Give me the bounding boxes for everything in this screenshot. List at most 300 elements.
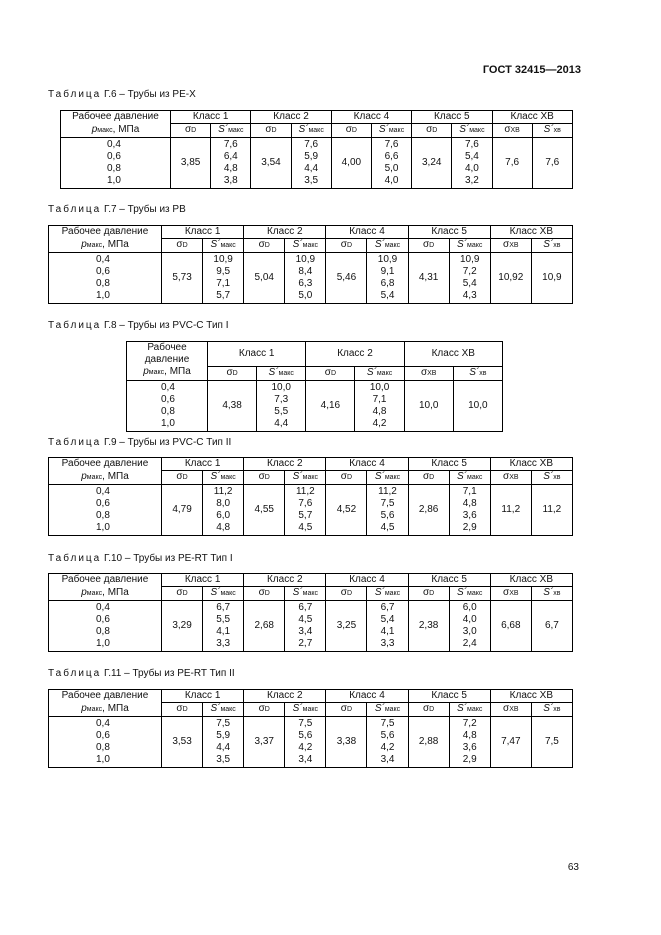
s-symbol: S´ [457,587,468,598]
header-row [127,342,503,367]
sigma-subscript: D [264,474,270,481]
s-value: 3,2 [464,175,479,186]
pressure-header-label: Рабочее давление [61,690,149,702]
pressure-value: 0,6 [96,498,110,509]
s-value: 6,0 [216,510,231,521]
pressure-value: 0,4 [96,486,110,497]
s-value: 7,6 [223,139,238,150]
s-header [449,471,490,485]
sigma-subscript: D [429,590,435,597]
pressure-value: 1,0 [96,638,110,649]
pressure-header [49,458,162,471]
s-symbol: S´ [457,239,468,250]
sigma-value-cell [326,717,367,768]
sigma-subscript: D [346,706,353,713]
s-symbol: S´ [469,366,480,378]
s-value: 7,5 [298,718,313,729]
pressure-value: 1,0 [96,522,110,533]
s-value: 6,3 [298,278,313,289]
s-value: 7,1 [216,278,231,289]
s-symbol: S´ [218,124,229,135]
s-value: 4,8 [372,405,387,417]
sigma-value-cell [244,601,285,652]
sigma-subscript: XB [510,127,520,134]
sigma-symbol: σ [258,703,265,714]
s-value: 4,8 [462,498,477,509]
table-caption [48,320,229,331]
pressure-unit-header [49,471,162,485]
table-caption [48,89,196,100]
s-value: 7,2 [462,718,477,729]
s-symbol: S´ [292,239,303,250]
data-table [60,110,573,189]
s-value: 7,1 [462,486,477,497]
sigma-header [490,703,531,717]
s-value: 10,0 [271,381,291,393]
pressure-unit: , МПа [102,470,129,482]
s-symbol: S´ [292,587,303,598]
class-name: Класс 2 [267,574,303,585]
sigma-value: 3,54 [261,157,281,168]
s-value: 3,4 [298,754,313,765]
sigma-symbol: σ [420,366,428,378]
s-value: 7,3 [274,393,289,405]
pressure-value: 0,8 [96,742,110,753]
s-value: 10,0 [468,399,488,411]
s-value: 10,9 [542,272,562,283]
sigma-value-cell [244,717,285,768]
pressure-unit: , МПа [112,123,140,135]
class-name: Класс ХВ [510,111,554,122]
class-name: Класс 5 [431,574,467,585]
s-value: 5,0 [298,290,313,301]
sigma-symbol: σ [226,366,233,378]
s-value: 3,0 [462,626,477,637]
s-value: 3,4 [380,754,395,765]
s-header [367,471,408,485]
s-values-cell [367,717,408,768]
pressure-symbol: p [81,470,87,482]
class-header [331,111,411,124]
pressure-values [49,601,162,652]
s-subscript: макс [388,127,405,134]
data-table [126,341,503,432]
class-header [412,111,492,124]
s-subscript: хв [479,369,487,377]
caption-text: Г.7 – Трубы из РВ [101,204,186,215]
class-name: Класс 1 [238,347,275,359]
s-value: 4,4 [216,742,231,753]
s-values-cell [285,717,326,768]
table-row [127,380,503,431]
s-header [531,239,572,253]
sigma-value: 3,37 [254,736,274,747]
sigma-symbol: σ [422,471,430,482]
s-value: 3,3 [216,638,231,649]
s-value: 5,4 [464,151,479,162]
pressure-symbol: p [81,238,87,250]
sigma-symbol: σ [503,471,510,482]
s-value: 4,0 [384,175,399,186]
class-name: Класс 5 [431,458,467,469]
sigma-symbol: σ [503,703,510,714]
sigma-value-cell [408,717,449,768]
class-name: Класс 4 [349,690,385,701]
s-value: 5,0 [384,163,399,174]
sigma-value: 3,25 [336,620,357,631]
s-value: 4,2 [380,742,395,753]
s-values-cell [203,601,244,652]
sigma-value-cell [162,717,203,768]
table-row [49,717,573,768]
s-value: 5,6 [298,730,313,741]
sigma-header [490,471,531,485]
class-header [408,574,490,587]
class-name: Класс 4 [349,458,385,469]
s-value: 7,6 [545,157,560,168]
sigma-value: 11,2 [501,504,521,515]
class-name: Класс 1 [184,226,221,237]
class-name: Класс 5 [434,111,470,122]
class-header [208,342,306,367]
s-header [449,587,490,601]
sigma-subscript: D [346,590,353,597]
sigma-value-cell [404,380,453,431]
pressure-header [49,226,162,239]
sigma-value-cell [306,380,355,431]
sigma-value-cell [408,485,449,536]
s-header [531,587,572,601]
sigma-value-cell [326,485,367,536]
class-name: Класс 5 [431,226,467,237]
pressure-symbol: p [91,123,98,135]
s-value-cell [531,717,572,768]
subheader-row [49,703,573,717]
table-row [49,253,573,304]
sigma-symbol: σ [176,239,183,250]
table-row [49,485,573,536]
sigma-value-cell [490,717,531,768]
s-subscript: макс [467,590,483,597]
s-value: 6,4 [223,151,238,162]
pressure-value: 0,8 [96,278,110,289]
sigma-value: 2,38 [418,620,439,631]
class-name: Класс ХВ [431,347,475,359]
pressure-unit: , МПа [102,702,129,714]
s-value: 5,7 [298,510,313,521]
s-value: 10,0 [369,381,390,393]
sigma-header [326,587,367,601]
class-name: Класс 1 [184,458,221,469]
pressure-subscript: макс [86,473,103,481]
class-name: Класс 2 [267,458,303,469]
table-caption [48,437,231,448]
s-symbol: S´ [378,124,389,135]
pressure-header-label: Рабочее давление [144,342,190,365]
s-header [203,703,244,717]
sigma-value-cell [162,485,203,536]
sigma-value-cell [244,253,285,304]
s-value: 5,6 [380,730,395,741]
sigma-header [408,587,449,601]
pressure-value: 0,4 [96,718,110,729]
sigma-header [162,239,203,253]
s-value: 5,9 [304,151,319,162]
class-name: Класс ХВ [509,690,554,701]
sigma-symbol: σ [340,471,347,482]
caption-text: Г.6 – Трубы из PE-X [101,89,196,100]
class-header [162,690,244,703]
pressure-unit-header [49,587,162,601]
pressure-unit-header [49,703,162,717]
sigma-header [331,124,371,138]
s-symbol: S´ [268,366,279,378]
class-header [244,574,326,587]
pressure-values [49,253,162,304]
s-value: 4,1 [380,626,395,637]
sigma-value: 7,47 [501,736,521,747]
sigma-symbol: σ [176,471,183,482]
table-caption [48,668,235,679]
sigma-header [171,124,211,138]
s-values-cell [291,138,331,189]
sigma-header [326,239,367,253]
s-subscript: хв [553,242,561,249]
s-value: 11,2 [378,486,397,497]
sigma-value: 3,85 [180,157,201,168]
pressure-subscript: макс [86,241,103,249]
sigma-header [492,124,532,138]
s-subscript: макс [467,706,483,713]
sigma-subscript: D [182,474,188,481]
s-subscript: макс [228,127,244,134]
class-name: Класс 1 [184,690,221,701]
pressure-values [127,380,208,431]
sigma-value-cell [408,253,449,304]
sigma-symbol: σ [340,239,347,250]
s-symbol: S´ [459,124,470,135]
s-symbol: S´ [374,703,385,714]
sigma-symbol: σ [340,587,347,598]
pressure-value: 0,4 [96,254,110,265]
s-values-cell [449,717,490,768]
pressure-values [61,138,171,189]
class-header [244,458,326,471]
s-value: 7,6 [298,498,313,509]
s-symbol: S´ [210,703,221,714]
s-value: 7,6 [464,139,479,150]
s-subscript: макс [384,590,401,597]
sigma-symbol: σ [345,124,352,135]
s-value: 3,6 [462,510,477,521]
sigma-subscript: D [432,127,438,134]
class-header [408,226,490,239]
data-table [48,225,573,304]
sigma-subscript: D [429,474,435,481]
s-value: 11,2 [213,486,233,497]
s-value: 5,5 [216,614,231,625]
sigma-value-cell [251,138,291,189]
s-value: 11,2 [542,504,562,515]
sigma-value: 5,73 [172,272,192,283]
s-symbol: S´ [292,703,303,714]
s-subscript: макс [278,369,294,377]
sigma-symbol: σ [176,703,183,714]
pressure-value: 0,8 [161,405,175,417]
data-table [48,457,573,536]
sigma-subscript: D [429,242,435,249]
class-header [408,690,490,703]
class-header [162,458,244,471]
sigma-value: 3,24 [421,157,442,168]
pressure-value: 0,6 [96,730,110,741]
s-value: 3,8 [223,175,238,186]
s-value: 3,3 [380,638,395,649]
s-value: 5,4 [380,290,395,301]
pressure-symbol: p [81,702,87,714]
class-header [492,111,572,124]
pressure-values [49,485,162,536]
pressure-symbol: p [143,366,149,378]
sigma-value-cell [244,485,285,536]
sigma-value-cell [408,601,449,652]
caption-text: Г.11 – Трубы из PE-RT Тип II [101,668,235,679]
class-header [251,111,331,124]
s-value: 6,0 [462,602,477,613]
caption-prefix: Таблица [48,89,102,100]
pressure-header [61,111,171,124]
s-value: 7,5 [380,498,395,509]
s-values-cell [371,138,411,189]
s-value: 4,4 [274,417,289,429]
s-value: 5,4 [380,614,395,625]
sigma-subscript: D [330,369,336,377]
pressure-value: 0,8 [96,510,110,521]
class-name: Класс 4 [349,574,385,585]
class-header [162,574,244,587]
class-header [326,690,408,703]
sigma-value: 7,6 [505,157,520,168]
s-value: 9,1 [380,266,395,277]
pressure-unit-header [61,124,171,138]
s-header [285,471,326,485]
table-row [61,138,573,189]
s-value: 6,8 [380,278,395,289]
s-header [203,239,244,253]
sigma-subscript: XB [509,590,519,597]
s-subscript: макс [384,242,401,249]
s-value: 3,4 [298,626,313,637]
s-value: 5,7 [216,290,231,301]
pressure-value: 0,8 [96,626,110,637]
s-value: 4,5 [298,522,313,533]
s-value: 4,5 [380,522,395,533]
pressure-header-label: Рабочее давление [61,574,149,586]
pressure-value: 0,4 [161,381,175,393]
pressure-values [49,717,162,768]
s-subscript: хв [553,590,561,597]
sigma-value: 5,46 [336,272,357,283]
s-value: 5,4 [462,278,477,289]
s-subscript: макс [220,474,236,481]
pressure-unit-header [49,239,162,253]
sigma-symbol: σ [422,587,430,598]
sigma-value: 4,38 [222,399,242,411]
sigma-subscript: D [182,242,188,249]
s-header [452,124,492,138]
sigma-header [490,587,531,601]
sigma-subscript: XB [509,474,519,481]
data-table [48,573,573,652]
s-value: 6,7 [298,602,313,613]
s-header [355,366,404,380]
s-value: 4,1 [216,626,231,637]
s-values-cell [449,253,490,304]
pressure-value: 1,0 [96,754,110,765]
s-subscript: хв [553,127,561,134]
sigma-value: 3,53 [172,736,192,747]
s-value: 5,6 [380,510,395,521]
sigma-value: 4,16 [320,399,341,411]
class-name: Класс 2 [267,226,303,237]
page-number: 63 [567,862,579,873]
s-value: 2,7 [298,638,313,649]
s-header [367,703,408,717]
s-symbol: S´ [210,471,221,482]
sigma-value-cell [492,138,532,189]
s-value: 4,8 [462,730,477,741]
sigma-symbol: σ [422,239,430,250]
class-header [326,458,408,471]
s-header [367,239,408,253]
sigma-subscript: D [232,369,238,377]
caption-text: Г.8 – Трубы из PVC-C Тип I [101,320,229,331]
sigma-value: 3,38 [336,736,357,747]
s-value: 7,6 [304,139,319,150]
sigma-header [408,239,449,253]
s-values-cell [203,717,244,768]
s-subscript: макс [308,127,324,134]
s-symbol: S´ [543,703,554,714]
sigma-symbol: σ [265,124,272,135]
sigma-header [490,239,531,253]
sigma-subscript: D [346,242,353,249]
class-header [162,226,244,239]
pressure-value: 0,6 [161,393,175,405]
s-subscript: макс [220,242,236,249]
sigma-value: 4,55 [254,504,274,515]
s-symbol: S´ [374,239,385,250]
class-header [326,226,408,239]
sigma-header [162,703,203,717]
s-value: 4,2 [372,417,387,429]
pressure-header [49,690,162,703]
sigma-subscript: D [182,590,188,597]
s-header [531,703,572,717]
s-subscript: макс [467,474,483,481]
s-values-cell [449,601,490,652]
sigma-symbol: σ [258,239,265,250]
sigma-header [412,124,452,138]
sigma-subscript: D [264,242,270,249]
s-values-cell [203,253,244,304]
s-value: 7,5 [216,718,231,729]
s-header [285,587,326,601]
s-value: 6,6 [384,151,399,162]
table-caption [48,204,186,215]
subheader-row [49,587,573,601]
pressure-value: 0,6 [96,614,110,625]
